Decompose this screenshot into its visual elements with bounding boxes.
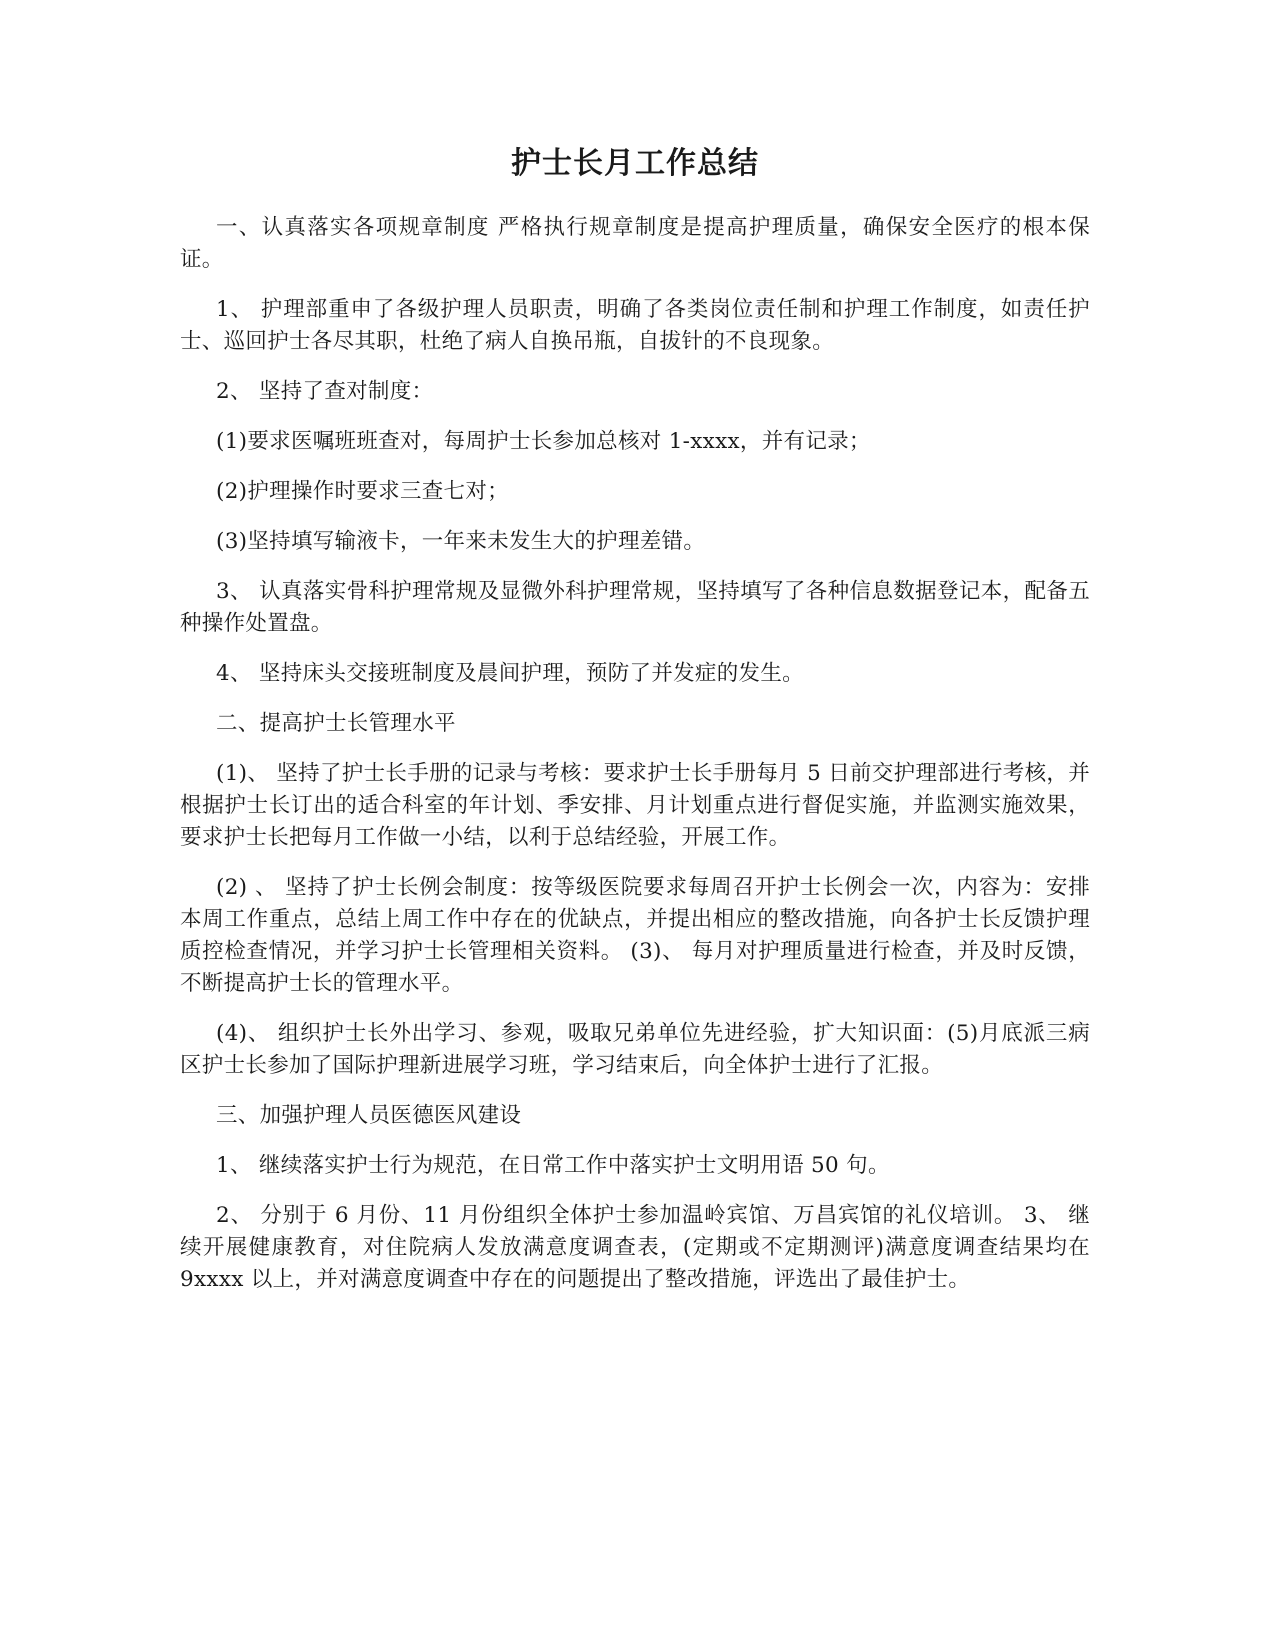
paragraph-subitem: (2)护理操作时要求三查七对； [216,479,509,504]
paragraph-subitem: (1)要求医嘱班班查对，每周护士长参加总核对 1-xxxx，并有记录； [216,429,871,454]
document-page [180,140,1090,1314]
document-title: 护士长月工作总结 [511,146,759,181]
section-heading-2: 二、提高护士长管理水平 [216,711,456,736]
paragraph-item: 1、 继续落实护士行为规范，在日常工作中落实护士文明用语 50 句。 [216,1153,890,1178]
paragraph-item: 1、 护理部重申了各级护理人员职责，明确了各类岗位责任制和护理工作制度，如责任护士、巡回护士各尽其职，杜绝了病人自换吊瓶，自拔针的不良现象。 [180,297,1090,354]
paragraph-item: 3、 认真落实骨科护理常规及显微外科护理常规，坚持填写了各种信息数据登记本，配备五种操作处置盘。 [180,579,1090,636]
paragraph-item: (2) 、 坚持了护士长例会制度：按等级医院要求每周召开护士长例会一次，内容为：安排本周工作重点，总结上周工作中存在的优缺点，并提出相应的整改措施，向各护士长反馈护理质控检查情况，并学习护士长管理相关资料。 (3)、 每月对护理质量进行检查，并及时反馈，不断提高护士长的管理水平。 [180,875,1090,996]
paragraph-item: (1)、 坚持了护士长手册的记录与考核：要求护士长手册每月 5 日前交护理部进行考核，并根据护士长订出的适合科室的年计划、季安排、月计划重点进行督促实施，并监测实施效果，要求护士长把每月工作做一小结，以利于总结经验，开展工作。 [180,761,1090,850]
paragraph-item: (4)、 组织护士长外出学习、参观，吸取兄弟单位先进经验，扩大知识面：(5)月底派三病区护士长参加了国际护理新进展学习班，学习结束后，向全体护士进行了汇报。 [180,1021,1090,1078]
paragraph-item: 4、 坚持床头交接班制度及晨间护理，预防了并发症的发生。 [216,661,804,686]
section-heading-1: 一、认真落实各项规章制度 严格执行规章制度是提高护理质量，确保安全医疗的根本保证。 [180,215,1090,272]
paragraph-item: 2、 坚持了查对制度： [216,379,434,404]
paragraph-item: 2、 分别于 6 月份、11 月份组织全体护士参加温岭宾馆、万昌宾馆的礼仪培训。 3、 继续开展健康教育，对住院病人发放满意度调查表，(定期或不定期测评)满意度调查结果均在 9xxxx 以上，并对满意度调查中存在的问题提出了整改措施，评选出了最佳护士。 [180,1203,1090,1292]
section-heading-3: 三、加强护理人员医德医风建设 [216,1103,522,1128]
paragraph-subitem: (3)坚持填写输液卡，一年来未发生大的护理差错。 [216,529,706,554]
